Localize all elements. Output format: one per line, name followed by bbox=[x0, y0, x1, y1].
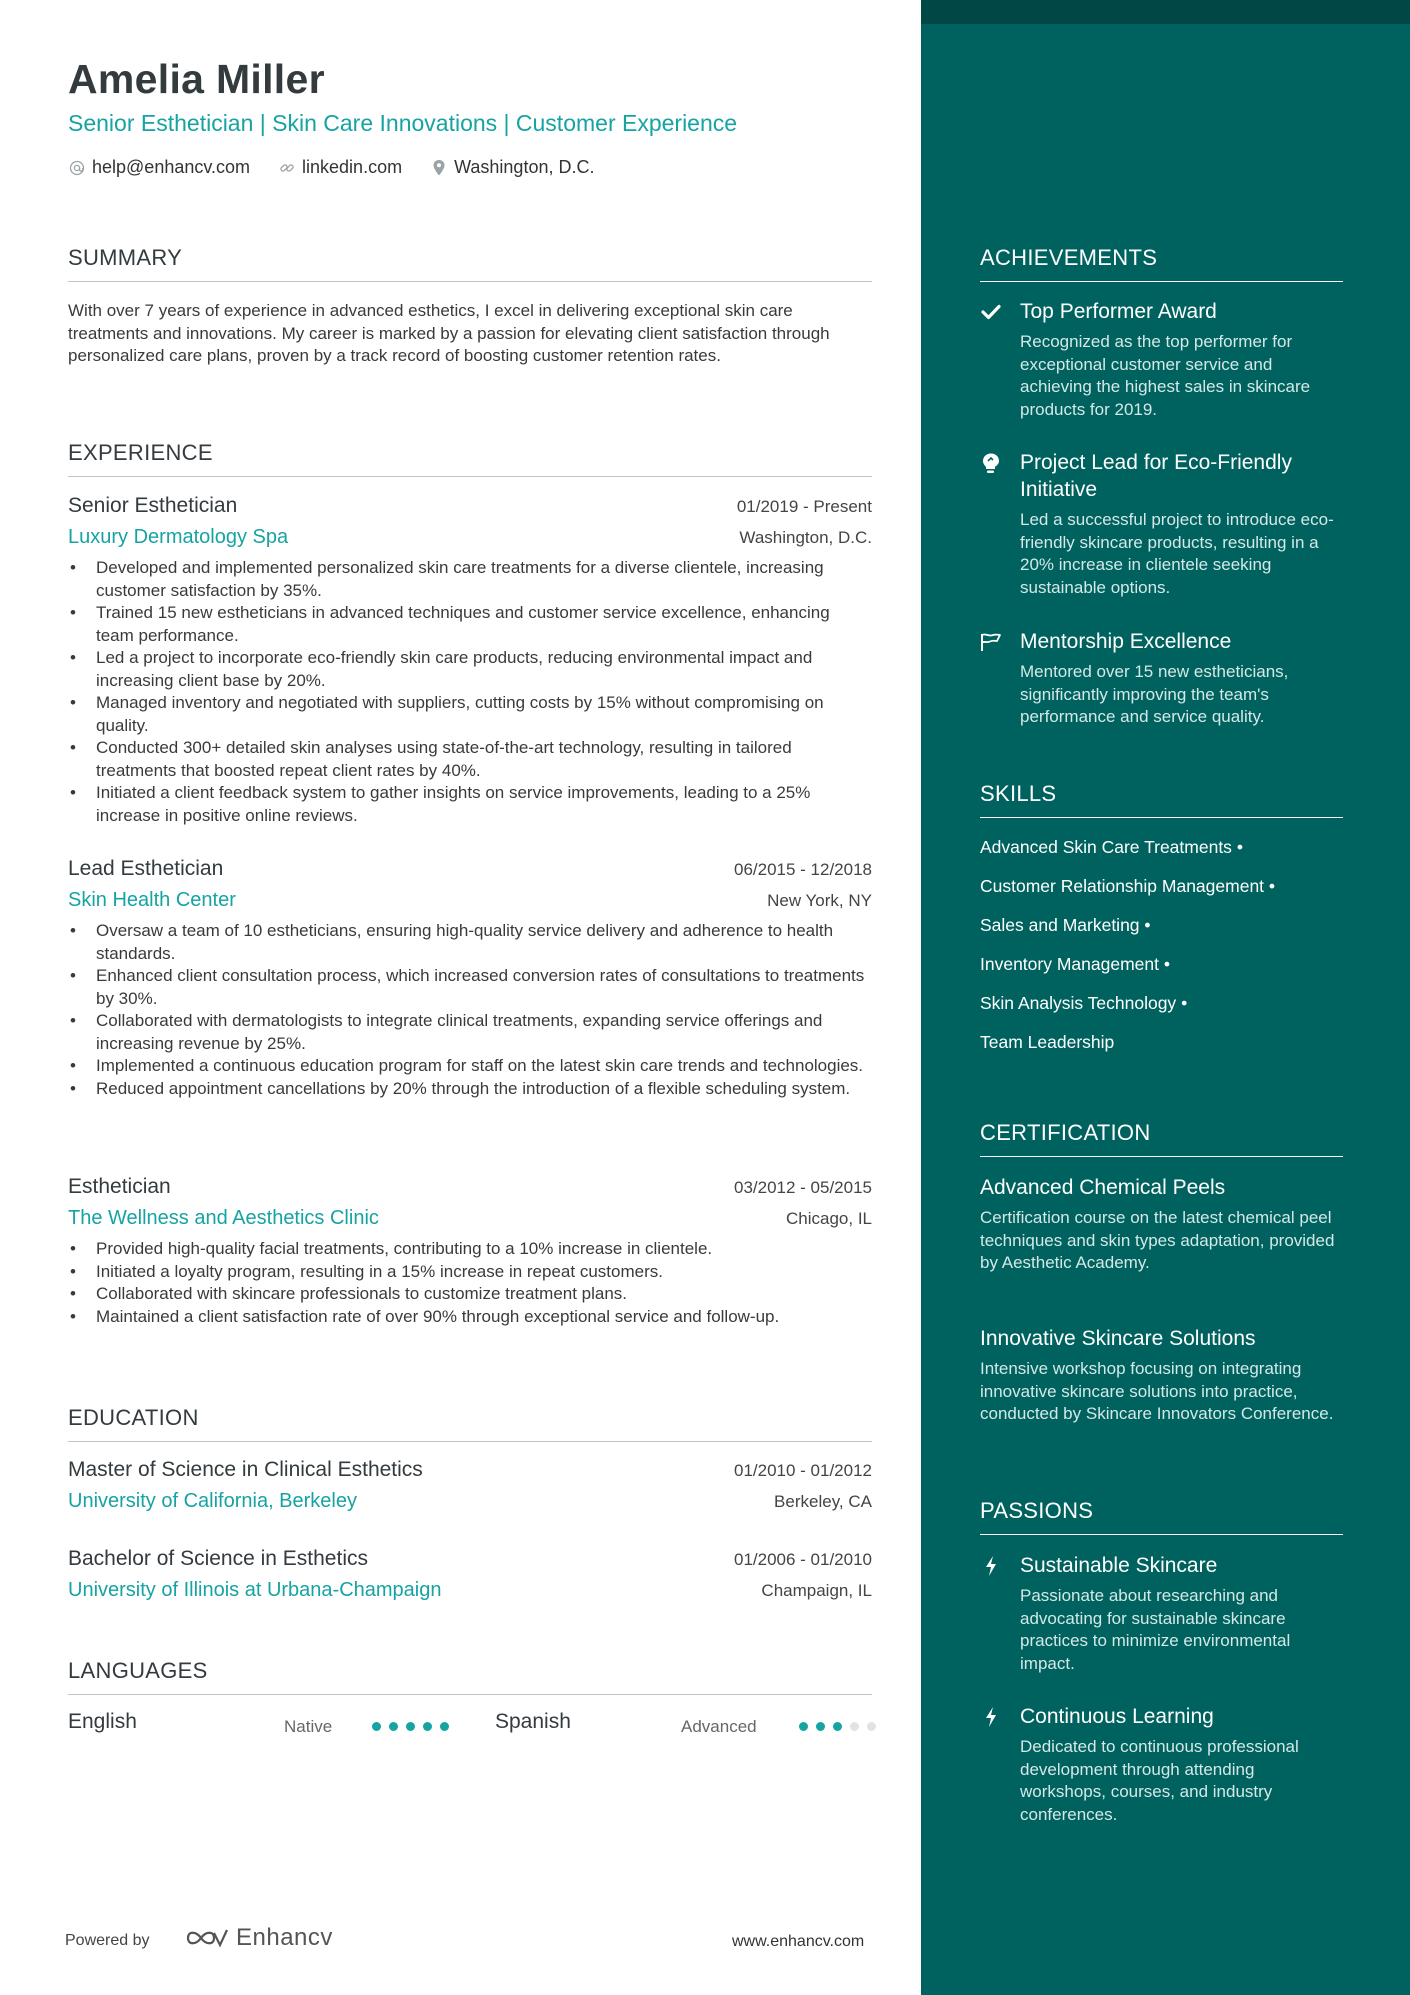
skill-item bbox=[980, 993, 1187, 1014]
education-entry bbox=[68, 1547, 872, 1602]
powered-by-label: Powered by bbox=[65, 1932, 150, 1949]
rating-dot-filled bbox=[389, 1722, 398, 1731]
job-bullets bbox=[68, 1238, 872, 1328]
skill-item bbox=[980, 954, 1170, 975]
certification-desc: Intensive workshop focusing on integrating innovative skincare solutions into practice, conducted by Skincare Innovators Conference. bbox=[980, 1359, 1334, 1423]
passion-desc: Passionate about researching and advocating for sustainable skincare practices to minimize environmental impact. bbox=[1020, 1586, 1291, 1673]
job-company[interactable]: Luxury Dermatology Spa bbox=[68, 526, 289, 548]
achievement-item bbox=[980, 298, 1343, 421]
passion-item bbox=[980, 1552, 1343, 1675]
job-date: 06/2015 - 12/2018 bbox=[733, 860, 872, 879]
at-icon bbox=[68, 159, 86, 177]
school[interactable]: University of California, Berkeley bbox=[68, 1490, 357, 1512]
job-date: 03/2012 - 05/2015 bbox=[733, 1178, 872, 1197]
bullet: • Enhanced client consultation process, which increased conversion rates of consultations to treatments by 30%. bbox=[68, 965, 872, 1010]
job-location: New York, NY bbox=[767, 891, 872, 910]
language-level: Native bbox=[284, 1717, 333, 1736]
degree: Master of Science in Clinical Esthetics bbox=[68, 1458, 423, 1481]
achievement-title: Top Performer Award bbox=[1020, 300, 1217, 323]
enhancv-logo-icon bbox=[184, 1925, 230, 1951]
rating-dot-filled bbox=[423, 1722, 432, 1731]
achievement-desc: Mentored over 15 new estheticians, significantly improving the team's performance and service quality. bbox=[1020, 662, 1289, 726]
job-company[interactable]: The Wellness and Aesthetics Clinic bbox=[68, 1207, 379, 1229]
certification-title: Advanced Chemical Peels bbox=[980, 1176, 1226, 1199]
skill-label: Advanced Skin Care Treatments bbox=[980, 837, 1232, 857]
separator-dot: • bbox=[1268, 876, 1276, 896]
contact-location bbox=[430, 157, 594, 178]
language-rating-spanish bbox=[799, 1722, 884, 1731]
bullet: • Initiated a client feedback system to gather insights on service improvements, leading to a 25% increase in positive online reviews. bbox=[68, 782, 872, 827]
education-location: Berkeley, CA bbox=[774, 1492, 872, 1511]
language-level: Advanced bbox=[681, 1717, 757, 1736]
passion-title: Sustainable Skincare bbox=[1020, 1554, 1218, 1577]
certification-item bbox=[980, 1174, 1343, 1275]
rating-dot-empty bbox=[850, 1722, 859, 1731]
bullet: • Maintained a client satisfaction rate of over 90% through exceptional service and follow-up. bbox=[68, 1306, 872, 1329]
separator-dot: • bbox=[1144, 915, 1151, 935]
education-entry bbox=[68, 1458, 872, 1513]
job-title: Esthetician bbox=[68, 1175, 171, 1198]
achievement-item bbox=[980, 628, 1343, 729]
bullet: • Conducted 300+ detailed skin analyses using state-of-the-art technology, resulting in tailored treatments that boosted repeat client rates by 40%. bbox=[68, 737, 872, 782]
separator-dot: • bbox=[1181, 993, 1188, 1013]
contact-row bbox=[68, 157, 622, 178]
achievement-desc: Recognized as the top performer for exceptional customer service and achieving the highest sales in skincare products for 2019. bbox=[1020, 332, 1311, 419]
contact-linkedin[interactable] bbox=[278, 157, 402, 178]
skill-item bbox=[980, 837, 1243, 858]
rating-dot-filled bbox=[799, 1722, 808, 1731]
job-title: Senior Esthetician bbox=[68, 494, 238, 517]
bullet: • Collaborated with dermatologists to integrate clinical treatments, expanding service offerings and increasing revenue by 25%. bbox=[68, 1010, 872, 1055]
language-spanish bbox=[495, 1710, 571, 1734]
job-location: Washington, D.C. bbox=[739, 528, 872, 547]
job-title: Lead Esthetician bbox=[68, 857, 224, 880]
bullet: • Initiated a loyalty program, resulting in a 15% increase in repeat customers. bbox=[68, 1261, 872, 1284]
skill-label: Skin Analysis Technology bbox=[980, 993, 1177, 1013]
rating-dot-filled bbox=[372, 1722, 381, 1731]
skill-item bbox=[980, 876, 1275, 897]
bullet: • Led a project to incorporate eco-friendly skin care products, reducing environmental impact and increasing client base by 20%. bbox=[68, 647, 872, 692]
summary-text: With over 7 years of experience in advanced esthetics, I excel in delivering exceptional skin care treatments and innovations. My career is marked by a passion for elevating client satisfaction through personalized care plans, proven by a track record of boosting customer retention rates. bbox=[68, 301, 830, 365]
skill-label: Inventory Management bbox=[980, 954, 1159, 974]
lightbulb-icon bbox=[980, 452, 1002, 474]
education-date: 01/2010 - 01/2012 bbox=[733, 1461, 872, 1480]
lightning-icon bbox=[980, 1706, 1002, 1728]
certification-title: Innovative Skincare Solutions bbox=[980, 1327, 1256, 1350]
rating-dot-filled bbox=[816, 1722, 825, 1731]
sidebar-top-bar bbox=[921, 0, 1410, 24]
bullet: • Trained 15 new estheticians in advanced techniques and customer service excellence, enhancing team performance. bbox=[68, 602, 872, 647]
bullet: • Managed inventory and negotiated with suppliers, cutting costs by 15% without compromising on quality. bbox=[68, 692, 872, 737]
contact-email[interactable] bbox=[68, 157, 250, 178]
skill-label: Team Leadership bbox=[980, 1032, 1115, 1052]
logo-text: Enhancv bbox=[236, 1924, 333, 1951]
language-name: English bbox=[68, 1710, 137, 1733]
skill-item bbox=[980, 915, 1151, 936]
passion-title: Continuous Learning bbox=[1020, 1705, 1214, 1728]
bullet: • Collaborated with skincare professionals to customize treatment plans. bbox=[68, 1283, 872, 1306]
language-rating-english bbox=[372, 1722, 457, 1731]
separator-dot: • bbox=[1163, 954, 1171, 974]
contact-location-text: Washington, D.C. bbox=[454, 157, 595, 177]
bullet: • Developed and implemented personalized skin care treatments for a diverse clientele, increasing customer satisfaction by 35%. bbox=[68, 557, 872, 602]
website-link[interactable]: www.enhancv.com bbox=[732, 1933, 865, 1950]
passions-heading: PASSIONS bbox=[980, 1498, 1343, 1535]
lightning-icon bbox=[980, 1555, 1002, 1577]
rating-dot-filled bbox=[833, 1722, 842, 1731]
education-location: Champaign, IL bbox=[761, 1581, 872, 1600]
job-company[interactable]: Skin Health Center bbox=[68, 889, 236, 911]
rating-dot-empty bbox=[867, 1722, 876, 1731]
passion-desc: Dedicated to continuous professional development through attending workshops, courses, and industry conferences. bbox=[1020, 1737, 1299, 1824]
job-location: Chicago, IL bbox=[786, 1209, 872, 1228]
education-heading: EDUCATION bbox=[68, 1405, 872, 1442]
candidate-name: Amelia Miller bbox=[68, 56, 325, 102]
achievement-title: Project Lead for Eco-Friendly Initiative bbox=[1020, 451, 1292, 501]
language-english bbox=[68, 1710, 137, 1734]
school[interactable]: University of Illinois at Urbana-Champaign bbox=[68, 1579, 442, 1601]
bullet: • Implemented a continuous education program for staff on the latest skin care trends and technologies. bbox=[68, 1055, 872, 1078]
contact-linkedin-text: linkedin.com bbox=[302, 157, 403, 177]
headline: Senior Esthetician | Skin Care Innovations | Customer Experience bbox=[68, 110, 738, 136]
skill-item bbox=[980, 1032, 1114, 1053]
bullet: • Reduced appointment cancellations by 20% through the introduction of a flexible scheduling system. bbox=[68, 1078, 872, 1101]
bullet: • Provided high-quality facial treatments, contributing to a 10% increase in clientele. bbox=[68, 1238, 872, 1261]
job-entry bbox=[68, 494, 872, 827]
job-bullets bbox=[68, 920, 872, 1100]
summary-heading: SUMMARY bbox=[68, 245, 872, 282]
certification-item bbox=[980, 1325, 1343, 1426]
contact-email-text: help@enhancv.com bbox=[92, 157, 251, 177]
experience-heading: EXPERIENCE bbox=[68, 440, 872, 477]
separator-dot: • bbox=[1236, 837, 1243, 857]
flag-icon bbox=[980, 631, 1002, 653]
bullet: • Oversaw a team of 10 estheticians, ensuring high-quality service delivery and adherence to health standards. bbox=[68, 920, 872, 965]
job-bullets bbox=[68, 557, 872, 827]
degree: Bachelor of Science in Esthetics bbox=[68, 1547, 368, 1570]
certification-heading: CERTIFICATION bbox=[980, 1120, 1343, 1157]
rating-dot-filled bbox=[406, 1722, 415, 1731]
job-entry bbox=[68, 1175, 872, 1328]
skill-label: Customer Relationship Management bbox=[980, 876, 1265, 896]
checkmark-icon bbox=[980, 301, 1002, 323]
language-name: Spanish bbox=[495, 1710, 571, 1733]
achievement-title: Mentorship Excellence bbox=[1020, 630, 1232, 653]
enhancv-logo[interactable] bbox=[184, 1924, 333, 1952]
job-date: 01/2019 - Present bbox=[736, 497, 872, 516]
job-entry bbox=[68, 857, 872, 1100]
achievement-item bbox=[980, 449, 1343, 599]
skills-heading: SKILLS bbox=[980, 781, 1343, 818]
education-date: 01/2006 - 01/2010 bbox=[733, 1550, 872, 1569]
skill-label: Sales and Marketing bbox=[980, 915, 1140, 935]
passion-item bbox=[980, 1703, 1343, 1826]
location-pin-icon bbox=[430, 159, 448, 177]
certification-desc: Certification course on the latest chemical peel techniques and skin types adaptation, provided by Aesthetic Academy. bbox=[980, 1208, 1335, 1272]
languages-heading: LANGUAGES bbox=[68, 1658, 872, 1695]
link-icon bbox=[278, 159, 296, 177]
achievement-desc: Led a successful project to introduce eco-friendly skincare products, resulting in a 20% increase in clientele seeking sustainable options. bbox=[1020, 510, 1334, 597]
rating-dot-filled bbox=[440, 1722, 449, 1731]
achievements-heading: ACHIEVEMENTS bbox=[980, 245, 1343, 282]
